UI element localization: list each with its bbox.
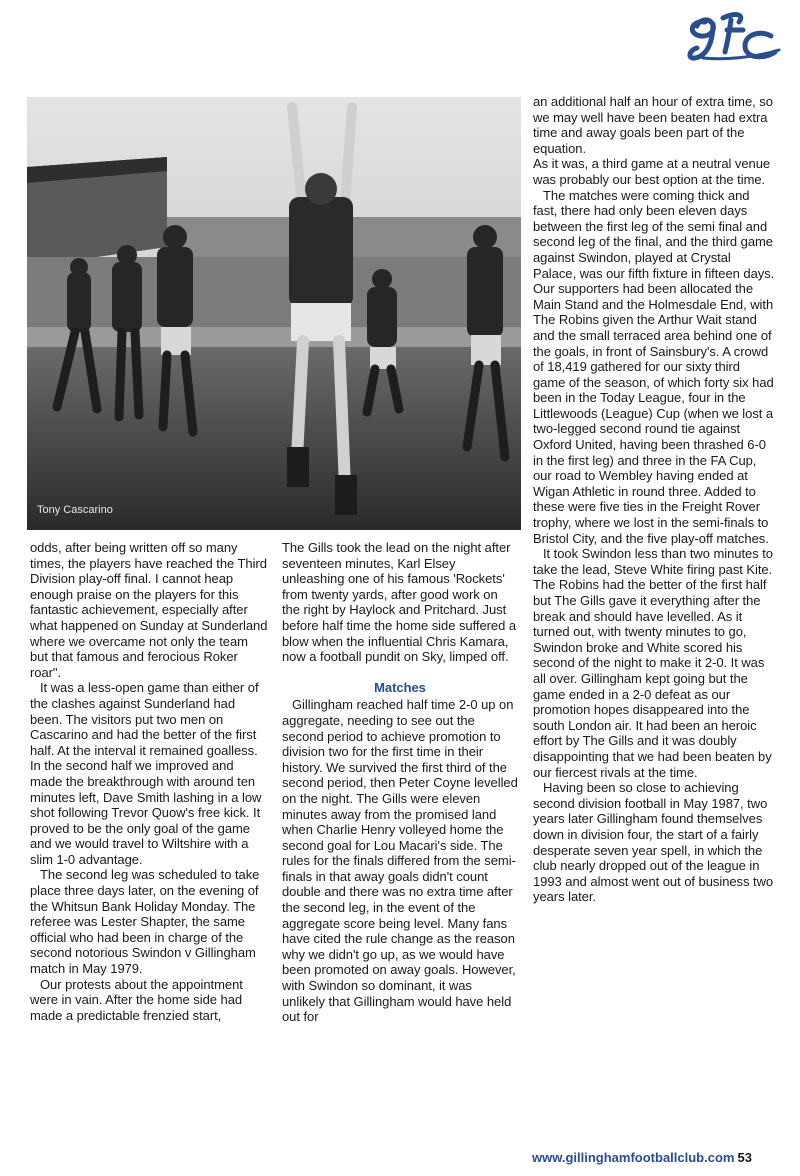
paragraph: It took Swindon less than two minutes to take the lead, Steve White firing past Kite. The Robins had the better of the first half but The Gills gave it everything after the break and should have levelled. As it turned out, with twenty minutes to go, Swindon broke and White scored his second of the night to make it 2-0. It was all over. Gillingham kept going but the game ended in a 2-0 defeat as our promotion hopes disappeared into the south London air. It had been an heroic effort by The Gills and it was doubly disappointing that we had been beaten by our fiercest rivals at the time.: [533, 546, 773, 780]
paragraph: Having been so close to achieving second division football in May 1987, two years later Gillingham found themselves down in division four, the start of a fairly desperate seven year spell, in which the club nearly dropped out of the league in 1993 and almost went out of business two years later.: [533, 780, 774, 905]
paragraph: It was a less-open game than either of the clashes against Sunderland had been. The visitors put two men on Cascarino and had the better of the first half. At the interval it remained goalless. In the second half we improved and made the breakthrough with around ten minutes left, Dave Smith lashing in a low shot following Trevor Quow's free kick. It proved to be the only goal of the game and we would travel to Wiltshire with a slim 1-0 advantage.: [30, 680, 262, 867]
paragraph: The Gills took the lead on the night after seventeen minutes, Karl Elsey unleashing one of his famous 'Rockets' from twenty yards, after good work on the right by Haylock and Pritchard. Just before half time the home side suffered a blow when the influential Chris Kamara, now a football pundit on Sky, limped off.: [282, 540, 517, 665]
paragraph: Our protests about the appointment were in vain. After the home side had made a predictable frenzied start,: [30, 976, 243, 1023]
article-column-1: [30, 540, 268, 1023]
paragraph: The matches were coming thick and fast, there had only been eleven days between the first leg of the semi final and second leg of the final, and the third game against Swindon, played at Crystal Palace, was our fifth fixture in fifteen days. Our supporters had been allocated the Main Stand and the Holmesdale End, with The Robins given the Arthur Wait stand and the small terraced area behind one of the goals, in front of Sainsbury's. A crowd of 18,419 gathered for our sixty third game of the season, of which forty six had been in the Today League, four in the Littlewoods (League) Cup (when we lost a two-legged second round tie against Oxford United, having been thrashed 6-0 in the first leg) and three in the FA Cup, our road to Wembley having ended at Wigan Athletic in round three. Added to these were five ties in the Freight Rover trophy, where we lost in the semi-finals to Bristol City, and the five play-off matches.: [533, 187, 775, 546]
page-number: 53: [737, 1150, 752, 1165]
club-logo: [683, 8, 783, 68]
article-column-3: [533, 94, 775, 905]
photo-credit: Tony Cascarino: [37, 504, 113, 516]
page-footer: [532, 1150, 782, 1165]
section-heading: Matches: [374, 679, 426, 695]
footer-url[interactable]: www.gillinghamfootballclub.com: [532, 1150, 735, 1165]
paragraph: an additional half an hour of extra time, so we may well have been beaten had extra time and away goals been part of the equation.: [533, 94, 773, 156]
match-photo: [27, 97, 521, 530]
paragraph: odds, after being written off so many times, the players have reached the Third Division play-off final. I cannot heap enough praise on the players for this fantastic achievement, especially after what happened on Sunday at Sunderland where we overcame not only the team but that famous and ferocious Roker roar".: [30, 540, 268, 680]
paragraph: The second leg was scheduled to take place three days later, on the evening of the Whitsun Bank Holiday Monday. The referee was Lester Shapter, the same official who had been in charge of the second notorious Swindon v Gillingham match in May 1979.: [30, 867, 260, 977]
paragraph: Gillingham reached half time 2-0 up on aggregate, needing to see out the second period to achieve promotion to division two for the first time in their history. We survived the first third of the second period, then Peter Coyne levelled on the night. The Gills were eleven minutes away from the promised land when Charlie Henry volleyed home the second goal for Lou Macari's side. The rules for the finals differed from the semi-finals in that away goals didn't count double and there was no extra time after the second leg, in the event of the aggregate score being level. Many fans have cited the rule change as the reason why we didn't go up, as we would have been promoted on away goals. However, with Swindon so dominant, it was unlikely that Gillingham would have held out for: [282, 697, 518, 1025]
paragraph: As it was, a third game at a neutral venue was probably our best option at the time.: [533, 156, 771, 187]
article-column-2: [282, 540, 518, 1025]
